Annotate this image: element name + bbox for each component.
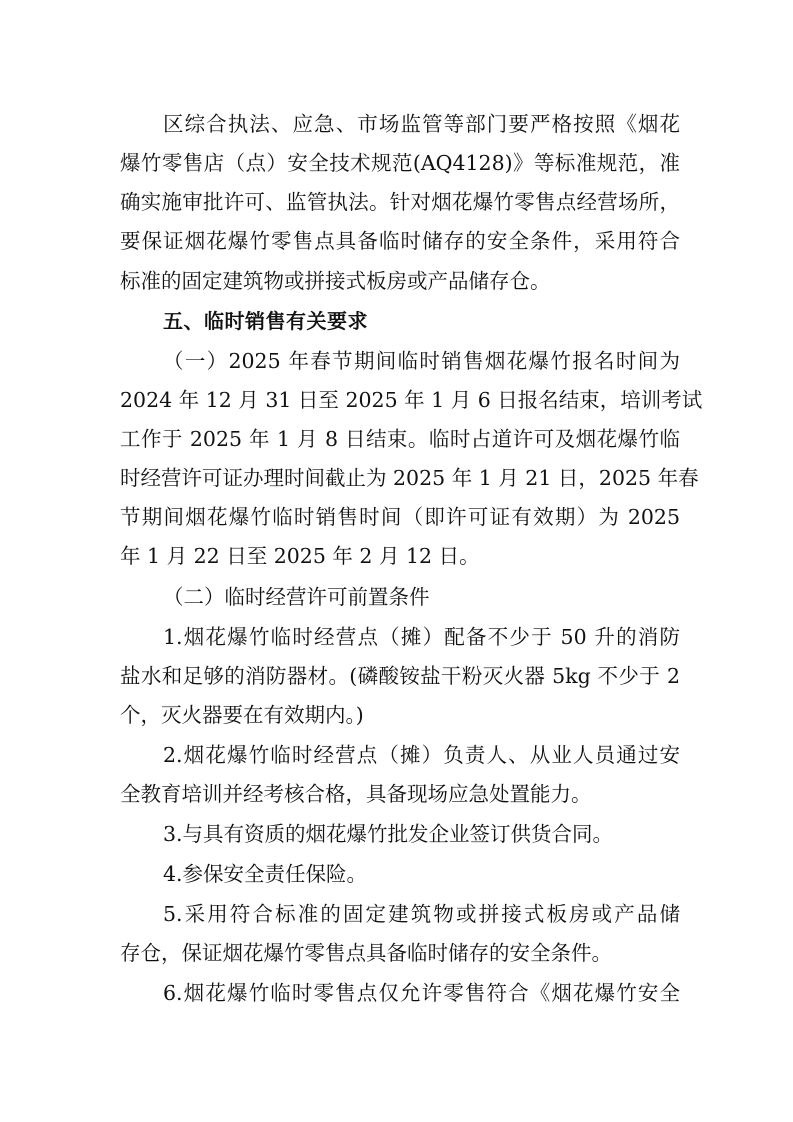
paragraph-line: 2024 年 12 月 31 日至 2025 年 1 月 6 日报名结束，培训考试 [120, 388, 703, 412]
list-item-line: 存仓，保证烟花爆竹零售点具备临时储存的安全条件。 [120, 941, 612, 965]
paragraph-line: 节期间烟花爆竹临时销售时间（即许可证有效期）为 2025 [120, 505, 680, 529]
paragraph-line: 确实施审批许可、监管执法。针对烟花爆竹零售点经营场所， [120, 190, 680, 214]
list-item-line: 盐水和足够的消防器材。(磷酸铵盐干粉灭火器 5kg 不少于 2 [120, 664, 680, 688]
paragraph-line: 时经营许可证办理时间截止为 2025 年 1 月 21 日，2025 年春 [120, 466, 699, 490]
list-item-line: 4.参保安全责任保险。 [163, 862, 368, 886]
paragraph-line: 要保证烟花爆竹零售点具备临时储存的安全条件，采用符合 [120, 229, 680, 253]
paragraph-line: 年 1 月 22 日至 2025 年 2 月 12 日。 [120, 544, 480, 568]
section-heading: 五、临时销售有关要求 [163, 309, 368, 333]
list-item-line: 1.烟花爆竹临时经营点（摊）配备不少于 50 升的消防 [163, 625, 680, 649]
subsection-heading: （二）临时经营许可前置条件 [163, 585, 430, 609]
paragraph-line: 区综合执法、应急、市场监管等部门要严格按照《烟花 [163, 112, 680, 136]
list-item-line: 6.烟花爆竹临时零售点仅允许零售符合《烟花爆竹安全 [163, 981, 680, 1005]
list-item-line: 2.烟花爆竹临时经营点（摊）负责人、从业人员通过安 [163, 743, 680, 767]
paragraph-line: 爆竹零售店（点）安全技术规范(AQ4128)》等标准规范，准 [120, 151, 680, 175]
paragraph-line: 工作于 2025 年 1 月 8 日结束。临时占道许可及烟花爆竹临 [120, 427, 680, 451]
list-item-line: 全教育培训并经考核合格，具备现场应急处置能力。 [120, 782, 592, 806]
list-item-line: 个，灭火器要在有效期内。) [120, 703, 364, 727]
list-item-line: 5.采用符合标准的固定建筑物或拼接式板房或产品储 [163, 902, 680, 926]
list-item-line: 3.与具有资质的烟花爆竹批发企业签订供货合同。 [163, 822, 614, 846]
paragraph-line: （一）2025 年春节期间临时销售烟花爆竹报名时间为 [163, 349, 680, 373]
paragraph-line: 标准的固定建筑物或拼接式板房或产品储存仓。 [120, 269, 551, 293]
